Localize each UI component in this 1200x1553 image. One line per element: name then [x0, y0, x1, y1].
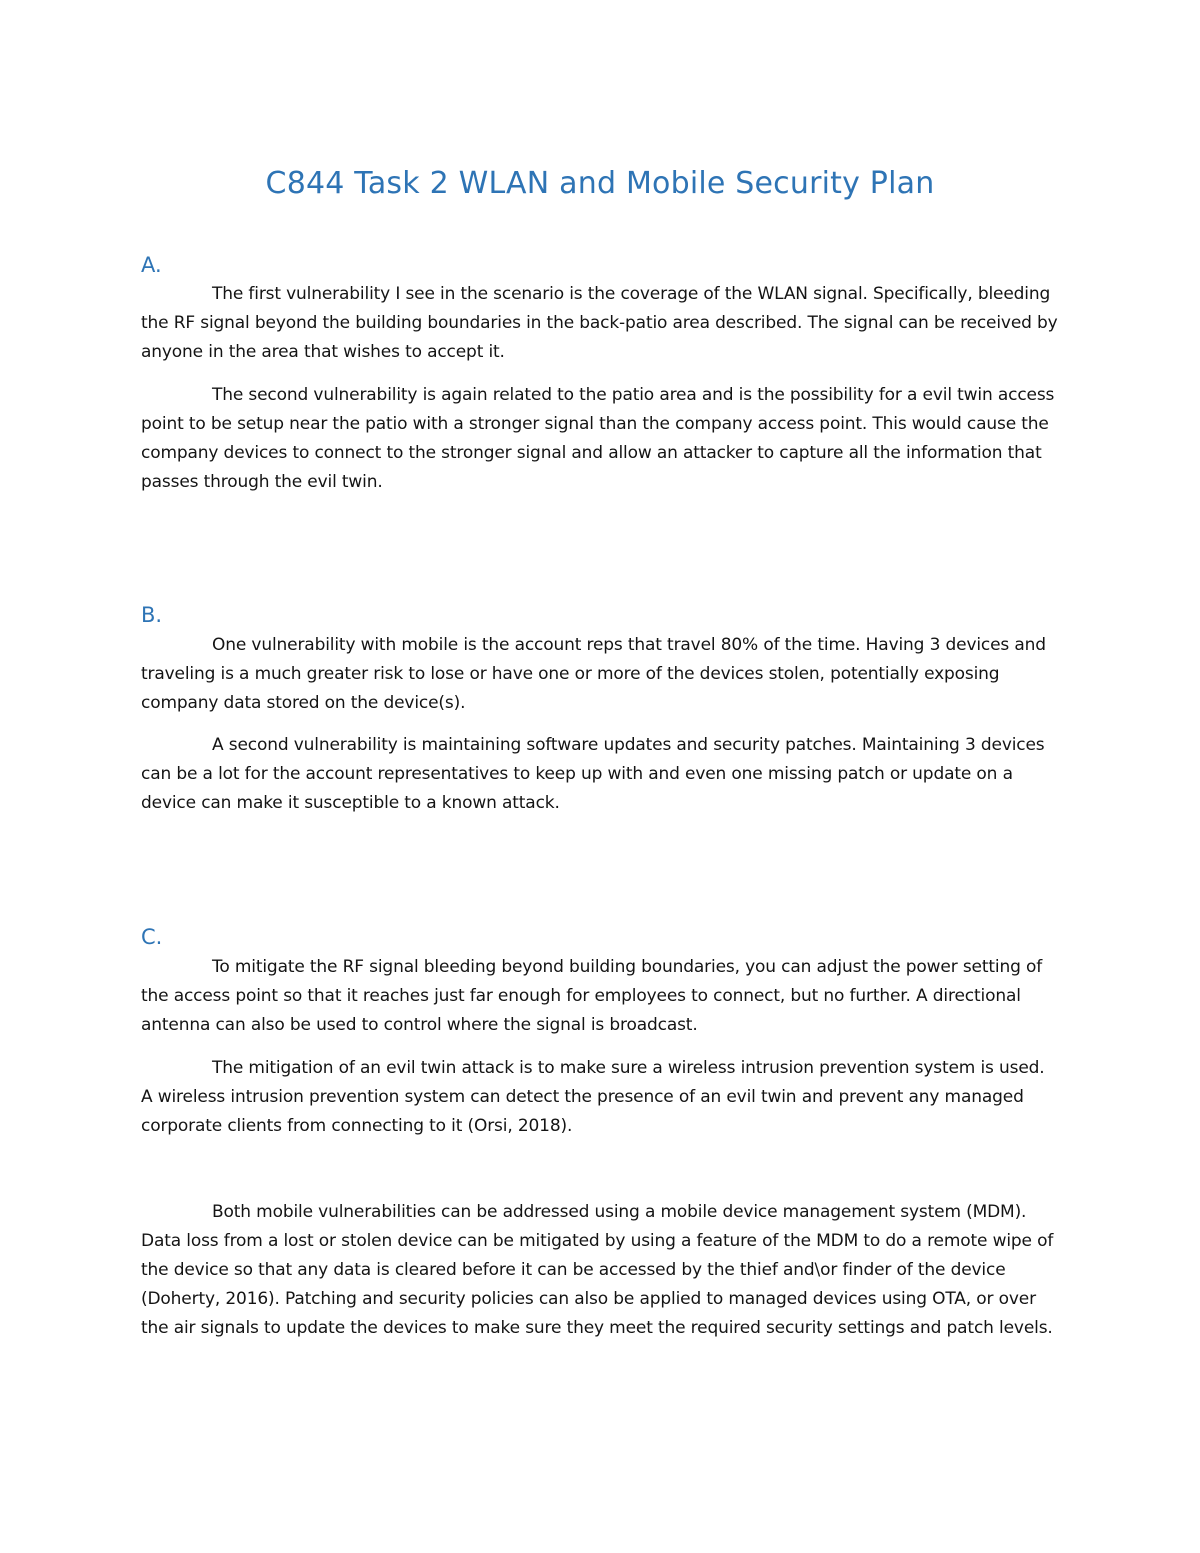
section-a-paragraph-1: The first vulnerability I see in the scenario is the coverage of the WLAN signal. Specifically, bleeding the RF signal beyond the building boundaries in the back-patio area described. The signal can be received by anyone in the area that wishes to accept it. [141, 284, 1058, 362]
section-b-paragraph-2: A second vulnerability is maintaining software updates and security patches. Maintaining 3 devices can be a lot for the account representatives to keep up with and even one missing patch or update on a device can make it susceptible to a known attack. [141, 735, 1045, 813]
section-c-paragraph-3: Both mobile vulnerabilities can be addressed using a mobile device management system (MDM). Data loss from a lost or stolen device can be mitigated by using a feature of the MDM to do a remote wipe of the device so that any data is cleared before it can be accessed by the thief and\or finder of the device (Doherty, 2016). Patching and security policies can also be applied to managed devices using OTA, or over the air signals to update the devices to make sure they meet the required security settings and patch levels. [141, 1202, 1054, 1338]
section-c-paragraph-2: The mitigation of an evil twin attack is to make sure a wireless intrusion prevention system is used. A wireless intrusion prevention system can detect the presence of an evil twin and prevent any managed corporate clients from connecting to it (Orsi, 2018). [141, 1058, 1045, 1136]
section-a-paragraph-2: The second vulnerability is again related to the patio area and is the possibility for a evil twin access point to be setup near the patio with a stronger signal than the company access point. This would cause the company devices to connect to the stronger signal and allow an attacker to capture all the information that passes through the evil twin. [141, 385, 1055, 492]
section-b-paragraph-1: One vulnerability with mobile is the account reps that travel 80% of the time. Having 3 devices and traveling is a much greater risk to lose or have one or more of the devices stolen, potentially exposing company data stored on the device(s). [141, 635, 1046, 713]
section-b-heading: B. [141, 603, 163, 627]
section-a-heading: A. [141, 253, 162, 277]
section-c-paragraph-1: To mitigate the RF signal bleeding beyond building boundaries, you can adjust the power setting of the access point so that it reaches just far enough for employees to connect, but no further. A directional antenna can also be used to control where the signal is broadcast. [141, 957, 1043, 1035]
document-title: C844 Task 2 WLAN and Mobile Security Plan [265, 166, 935, 201]
section-c-heading: C. [141, 925, 163, 949]
